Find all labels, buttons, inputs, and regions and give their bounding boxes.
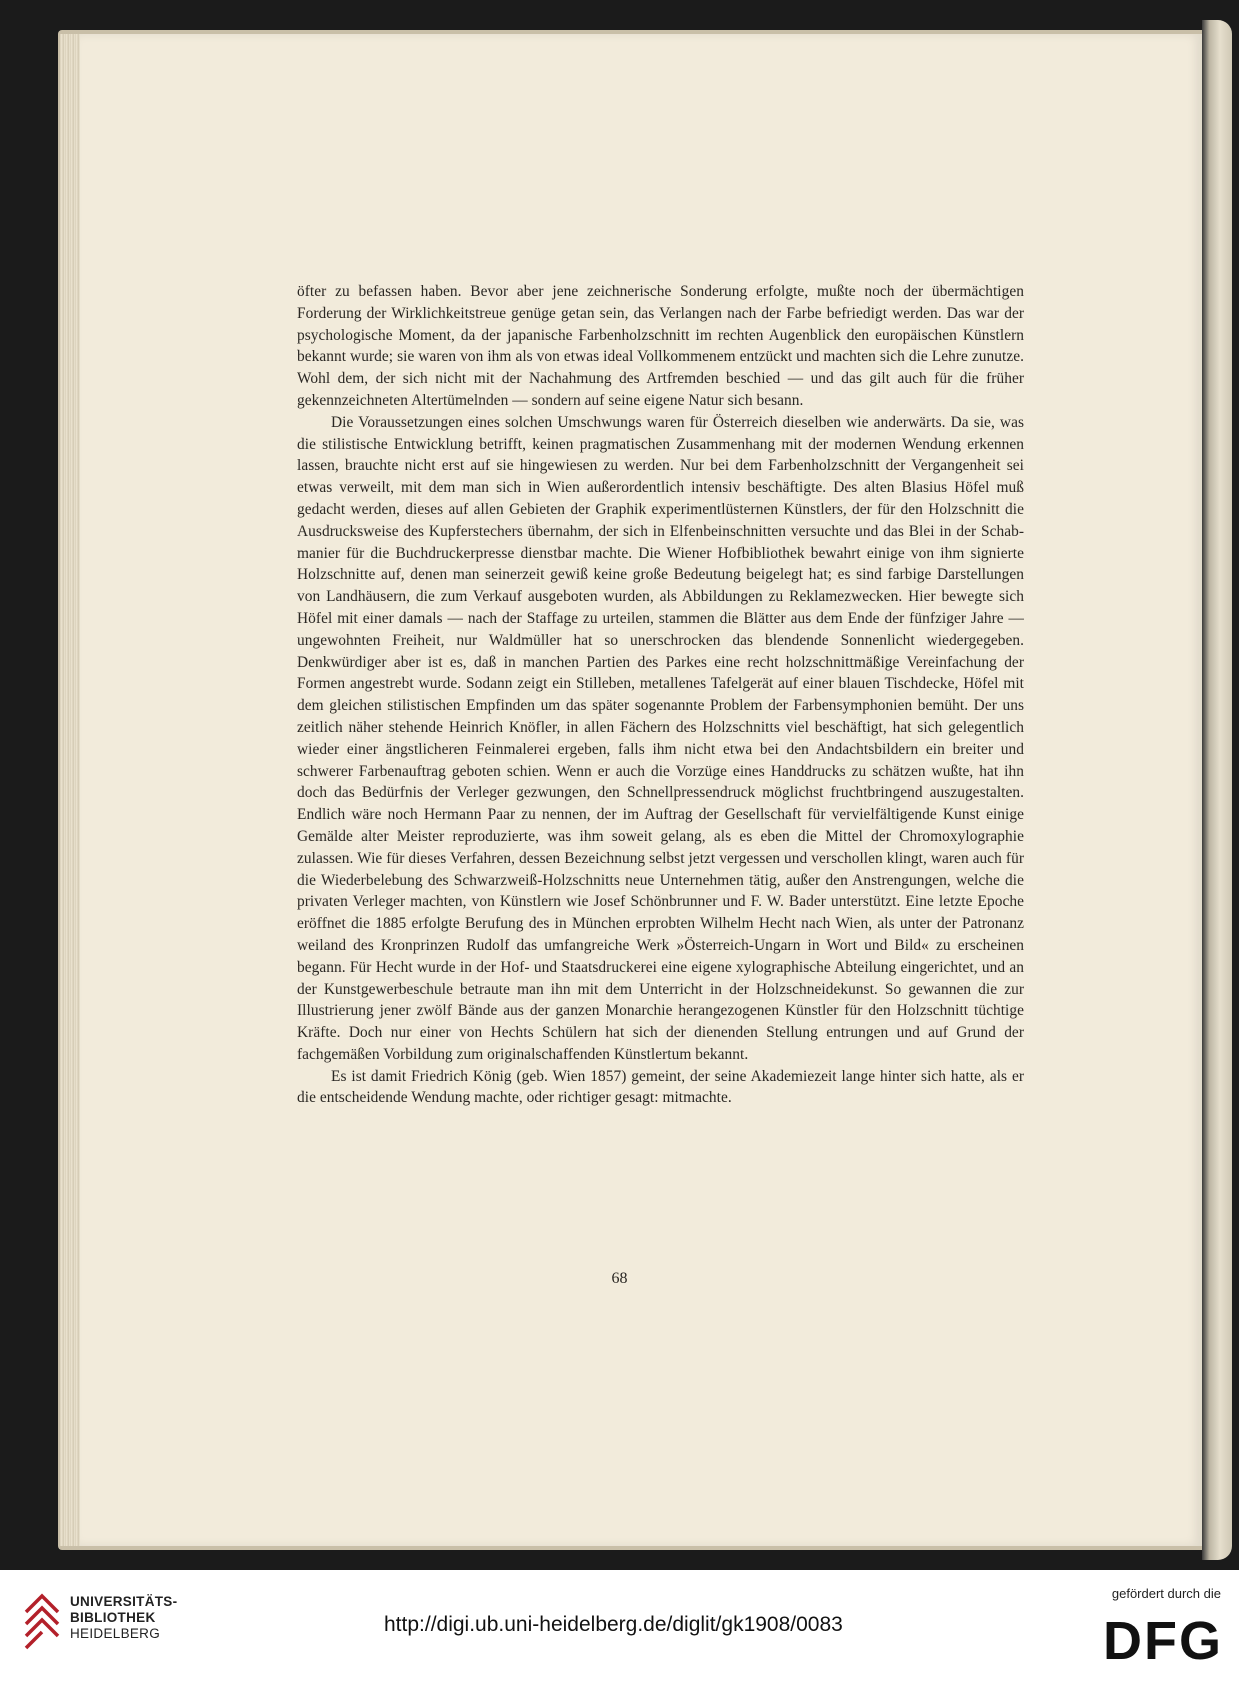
paragraph: öfter zu befassen haben. Bevor aber jene zeichnerische Sonderung erfolgte, mußte noch der übermächtigen Forderung der Wirklichkeitstreue genüge getan sein, das Verlangen nach der Farbe befriedigt werden. Das war der psychologische Moment, da der japanische Farbenholzschnitt im rechten Augenblick den europäischen Künstlern bekannt wurde; sie waren von ihm als von etwas ideal Vollkommenem entzückt und machten sich die Lehre zunutze. Wohl dem, der sich nicht mit der Nachahmung des Artfremden beschied — und das gilt auch für die früher gekennzeichneten Altertümelnden — sondern auf seine eigene Natur sich besann. [297,283,1024,409]
library-name-line: UNIVERSITÄTS- [70,1594,178,1609]
library-name-line: BIBLIOTHEK [70,1610,156,1625]
footer-bar [0,1570,1239,1690]
paragraph: Es ist damit Friedrich König (geb. Wien 1857) gemeint, der seine Akademiezeit lange hinter sich hatte, als er die entscheidende Wendung machte, oder richtiger gesagt: mitmachte. [297,1067,1024,1107]
library-name [70,1594,177,1642]
library-logo-icon [22,1592,62,1654]
page-stack-edge [60,34,82,1546]
sponsor-label: gefördert durch die [1111,1586,1221,1601]
page-curl [1202,20,1232,1560]
permalink-url[interactable]: http://digi.ub.uni-heidelberg.de/diglit/gk1908/0083 [384,1613,843,1636]
library-name-line: HEIDELBERG [70,1626,161,1641]
dfg-logo: DFG [1103,1611,1223,1671]
paragraph: Die Voraussetzungen eines solchen Umschwungs waren für Österreich dieselben wie anderwärts. Da sie, was die stilistische Entwicklung betrifft, keinen pragmatischen Zusammenhang mit der modernen Wendung erkennen lassen, brauchte nicht erst auf sie hingewiesen zu werden. Nur bei dem Farbenholzschnitt der Vergangenheit sei etwas verweilt, mit dem man sich in Wien außerordentlich intensiv beschäftigte. Des alten Blasius Höfel muß gedacht werden, dieses auf allen Gebieten der Graphik experimentlüsternen Künstlers, der für den Holzschnitt die Ausdrucksweise des Kupferstechers übernahm, der sich in Elfenbeinschnitten versuchte und das Blei in der Schabmanier für die Buchdruckerpresse dienstbar machte. Die Wiener Hofbibliothek bewahrt einige von ihm signierte Holzschnitte auf, denen man seinerzeit gewiß keine große Bedeutung beigelegt hat; es sind farbige Darstellungen von Landhäusern, die zum Verkauf ausgeboten wurden, als Abbildungen zu Reklamezwecken. Hier bewegte sich Höfel mit einer damals — nach der Staffage zu urteilen, stammen die Blätter aus dem Ende der fünfziger Jahre — ungewohnten Freiheit, nur Waldmüller hat so unerschrocken das blendende Sonnenlicht wiedergegeben. Denkwürdiger aber ist es, daß in manchen Partien des Parkes eine recht holzschnittmäßige Vereinfachung der Formen angestrebt wurde. Sodann zeigt ein Stilleben, metallenes Tafelgerät auf einer blauen Tischdecke, Höfel mit dem gleichen stilistischen Empfinden um das später sogenannte Problem der Farbensymphonien bemüht. Der uns zeitlich näher stehende Heinrich Knöfler, in allen Fächern des Holzschnitts viel beschäftigt, hat sich gelegentlich wieder einer ängstlicheren Feinmalerei ergeben, falls ihm nicht etwa bei den Andachtsbildern ein breiter und schwerer Farbenauftrag geboten schien. Wenn er auch die Vorzüge eines Handdrucks zu schätzen wußte, hat ihn doch das Bedürfnis der Verleger gezwungen, den Schnellpressendruck möglichst fruchtbringend auszugestalten. Endlich wäre noch Hermann Paar zu nennen, der im Auftrag der Gesellschaft für vervielfältigende Kunst einige Gemälde alter Meister reproduzierte, was ihm soweit gelang, als es eben die Mittel der Chromoxylographie zulassen. Wie für dieses Verfahren, dessen Bezeichnung selbst jetzt vergessen und verschollen klingt, waren auch für die Wiederbelebung des Schwarzweiß-Holzschnitts neue Unternehmen tätig, außer den Anstrengungen, welche die privaten Verleger machten, von Künstlern wie Josef Schönbrunner und F. W. Bader unterstützt. Eine letzte Epoche eröffnet die 1885 erfolgte Berufung des in München erprobten Wilhelm Hecht nach Wien, als unter der Patronanz weiland des Kronprinzen Rudolf das umfangreiche Werk »Österreich-Ungarn in Wort und Bild« zu erscheinen begann. Für Hecht wurde in der Hof- und Staatsdruckerei eine eigene xylographische Abteilung eingerichtet, und an der Kunstgewerbeschule betraute man ihn mit dem Unterricht in der Holzschneidekunst. So gewannen die zur Illustrierung jener zwölf Bände aus der ganzen Monarchie herangezogenen Künstler für den Holzschnitt tüchtige Kräfte. Doch nur einer von Hechts Schülern hat sich der dienenden Stellung entrungen und auf Grund der fachgemäßen Vorbildung zum originalschaffenden Künstlertum bekannt. [297,413,1024,1063]
page-number: 68 [611,1270,628,1287]
body-text [297,281,1024,1109]
